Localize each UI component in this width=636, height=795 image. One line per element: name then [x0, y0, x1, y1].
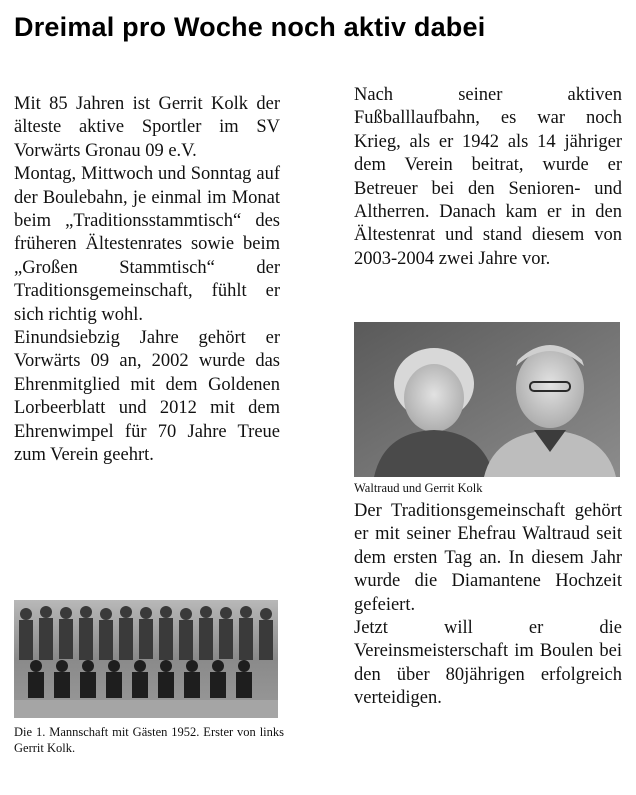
article-headline: Dreimal pro Woche noch aktiv dabei	[14, 12, 486, 42]
paragraph-intro: Mit 85 Jahren ist Gerrit Kolk der älteste aktive Sportler im SV Vorwärts Gronau 09 e.V.	[14, 94, 280, 161]
paragraph-honors: Einundsiebzig Jahre gehört er Vorwärts 09 an, 2002 wurde das Ehrenmitglied mit dem Goldenen Lorbeerblatt und 2012 mit dem Ehrenwimpel für 70 Jahre Treue zum Verein geehrt.	[14, 328, 280, 466]
couple-photo-caption: Waltraud und Gerrit Kolk	[354, 481, 483, 495]
right-column-lower	[354, 500, 622, 711]
paragraph-career: Nach seiner aktiven Fußballlaufbahn, es war noch Krieg, als er 1942 als 14 jähriger dem Verein beitrat, wurde er Betreuer bei den Senioren- und Altherren. Danach kam er in den Ältestenrat und stand diesem von 2003-2004 zwei Jahre vor.	[354, 85, 622, 269]
right-column	[354, 84, 622, 271]
team-photo-image	[14, 600, 278, 718]
couple-photo	[354, 322, 620, 477]
couple-photo-image	[354, 322, 620, 477]
paragraph-activities: Montag, Mittwoch und Sonntag auf der Boulebahn, je einmal im Monat beim „Traditionsstammtisch“ des früheren Ältestenrates sowie beim „Großen Stammtisch“ der Traditionsgemeinschaft, fühlt er sich richtig wohl.	[14, 164, 280, 325]
paragraph-goal: Jetzt will er die Vereinsmeisterschaft im Boulen bei den über 80jährigen erfolgreich verteidigen.	[354, 618, 622, 709]
team-photo-1952	[14, 600, 278, 718]
paragraph-marriage: Der Traditionsgemeinschaft gehört er mit seiner Ehefrau Waltraud seit dem ersten Tag an. In diesem Jahr wurde die Diamantene Hochzeit gefeiert.	[354, 501, 622, 615]
left-column	[14, 93, 280, 468]
team-photo-caption: Die 1. Mannschaft mit Gästen 1952. Erster von links Gerrit Kolk.	[14, 725, 284, 755]
